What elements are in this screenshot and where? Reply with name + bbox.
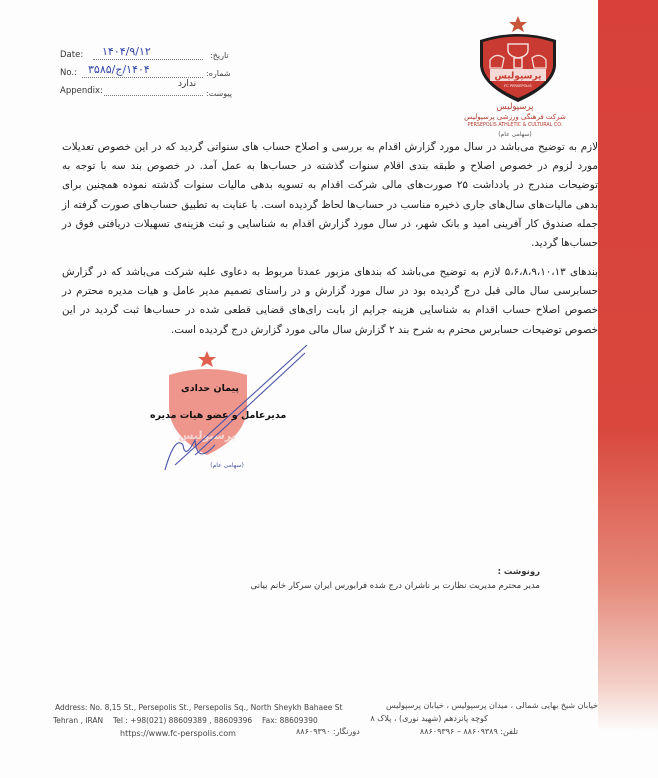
logo-subtext: FC PERSEPOLIS (504, 84, 532, 88)
company-name-en: PERSEPOLIS ATHLETIC & CULTURAL CO. (467, 123, 563, 128)
company-full-name-fa: شرکت فرهنگی ورزشی پرسپولیس (464, 113, 566, 121)
footer-tel-en: Tel : +98(021) 88609389 , 88609396 (113, 716, 253, 725)
cc-recipient: مدیر محترم مدیریت نظارت بر ناشران درج شده فرابورس ایران سرکار خانم بیانی (250, 581, 540, 591)
appendix-value: ندارد (178, 79, 197, 89)
footer-address-fa-1: خیابان شیخ بهایی شمالی ، میدان پرسپولیس ، خیابان پرسپولیس (386, 701, 598, 710)
appendix-label: Appendix: (60, 86, 103, 96)
decorative-red-band (598, 0, 658, 778)
date-field (60, 45, 230, 62)
company-type: (سهامی عام) (498, 131, 532, 138)
cc-label: رونوشت : (497, 567, 540, 577)
paragraph-1: لازم به توضیح می‌باشد در سال مورد گزارش اقدام به بررسی و اصلاح حساب های سنواتی گردید که در این خصوص تعدیلات مورد لزوم در خصوص اصلاح و طبقه بندی اقلام سنوات گذشته در حساب‌ها به عمل آمد. در خصوص بند سه با توجه به توضیحات مندرج در یادداشت ۲۵ صورت‌های مالی شرکت اقدام به تسویه بدهی مالیات سنوات گذشته نموده همچنین برای بدهی مالیات‌های سال‌های جاری ذخیره مناسب در حساب‌ها لحاظ گردیده است. با عنایت به تطبیق حساب‌های صورت گرفته از جمله صندوق کار آفرینی امید و بانک شهر، در سال مورد گزارش اقدام به شناسایی و ثبت هزینه‌ی تسهیلات دریافتی فوق در حساب‌ها گردید. (62, 141, 598, 250)
appendix-label-fa: پیوست: (206, 89, 233, 98)
number-field (60, 63, 231, 80)
footer-website[interactable]: https://www.fc-perspolis.com (120, 729, 236, 738)
footer-tel-fa: تلفن: ۸۸۶۰۹۳۸۹ – ۸۸۶۰۹۳۹۶ (419, 727, 518, 736)
appendix-field (60, 79, 233, 98)
date-label: Date: (60, 50, 84, 60)
footer-address-en: Address: No. 8,15 St., Persepolis St., Persepolis Sq., North Sheykh Bahaee St (55, 703, 343, 712)
company-name-fa: پرسپولیس (496, 102, 534, 112)
stamp-subtext: (سهامی عام) (210, 462, 244, 469)
footer-address-fa-2: کوچه پانزدهم (شهید نوری) ، پلاک ۸ (370, 714, 488, 723)
letter-body (62, 138, 598, 253)
number-label: No.: (60, 68, 77, 78)
stamp-text: پرسپولیس (178, 429, 236, 442)
letter-body-2 (62, 263, 598, 340)
number-label-fa: شماره: (206, 69, 231, 78)
signatory-name: پیمان حدادی (181, 383, 239, 394)
number-value: ۱۴۰۴/ج/۳۵۸۵ (88, 63, 150, 76)
signatory-title: مدیرعامل و عضو هیات مدیره (150, 410, 287, 421)
logo-text: پرسپولیس (494, 71, 542, 82)
footer-fax-fa: دورنگار: ۸۸۶۰۹۳۹۰ (296, 727, 360, 736)
paragraph-2: بندهای ۵،۶،۸،۹،۱۰،۱۳ لازم به توضیح می‌باشد که بندهای مزبور عمدتا مربوط به دعاوی علیه شرکت می‌باشد که در گزارش حسابرسی سال مالی قبل درج گردیده بود در سال مورد گزارش و در راستای تصمیم مدیر عامل و هیات مدیره محترم در خصوص اصلاح حساب اقدام به شناسایی هزینه جرایم از بابت رای‌های قضایی قطعی شده در حساب‌ها ثبت گردید در این خصوص توضیحات حسابرس محترم به شرح بند ۲ گزارش سال مالی مورد گزارش درج گردیده است. (62, 266, 598, 336)
date-label-fa: تاریخ: (210, 51, 229, 60)
persepolis-logo (470, 14, 566, 104)
date-value: ۱۴۰۴/۹/۱۲ (102, 45, 151, 58)
footer-fax-en: Fax: 88609390 (262, 716, 318, 725)
footer-city-en: Tehran , IRAN (53, 716, 104, 725)
